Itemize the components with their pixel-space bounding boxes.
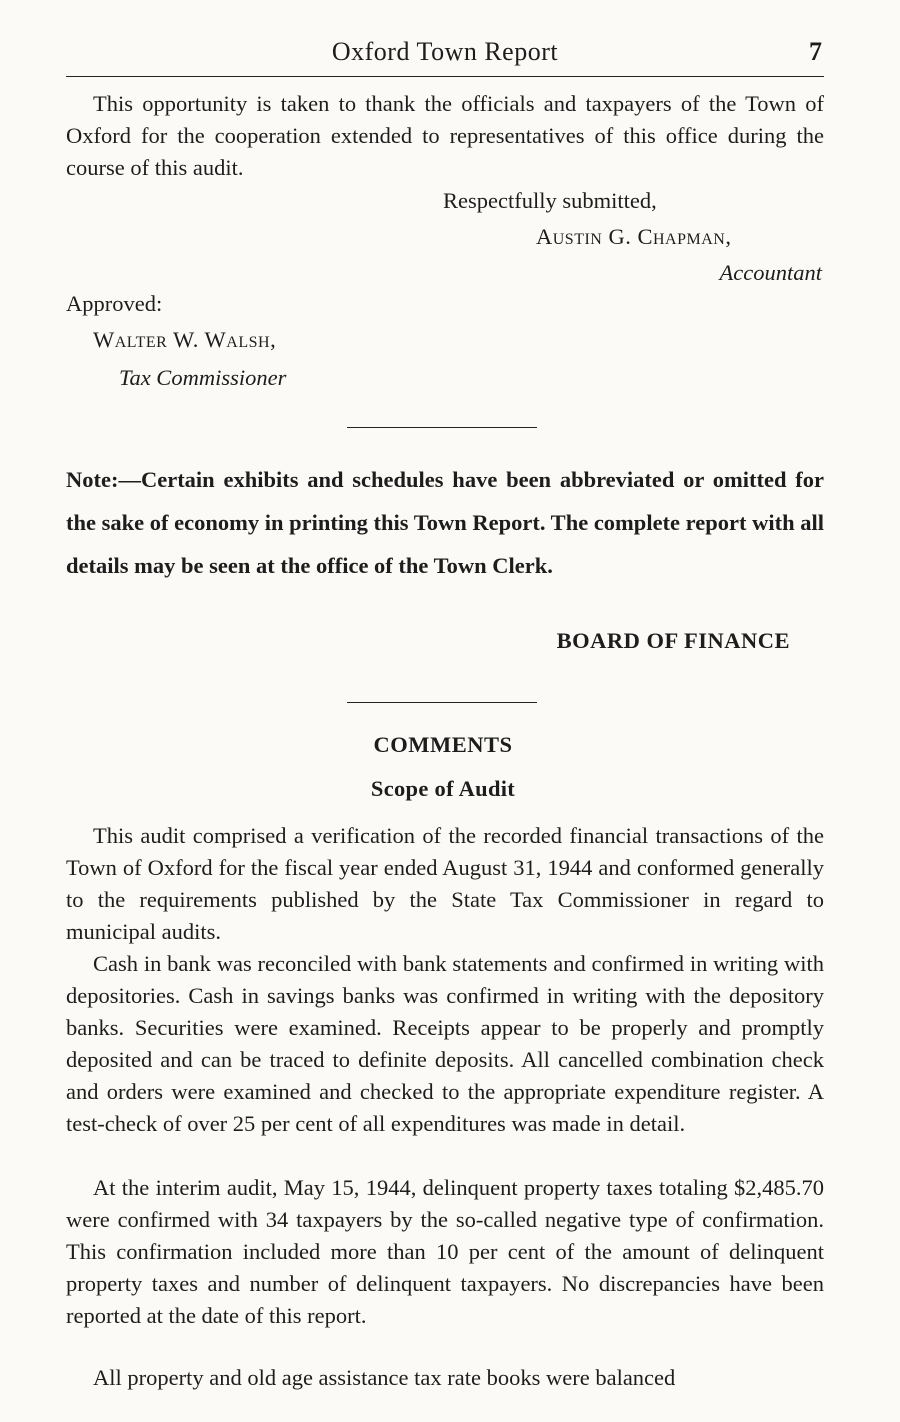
cash-paragraph: Cash in bank was reconciled with bank statements and confirmed in writing with depositories. Cash in savings banks was confirmed in writing with the depository banks. Securities were examined. Receipts appear to be properly and promptly deposited and can be traced to definite deposits. All cancelled combination check and orders were examined and checked to the appropriate expenditure register. A test-check of over 25 per cent of all expenditures was made in detail. [66, 951, 824, 1136]
page-number: 7 [809, 37, 822, 66]
commissioner-title: Tax Commissioner [119, 365, 287, 390]
approved-label: Approved: [66, 291, 163, 316]
section-divider [347, 427, 537, 428]
closing-line: Respectfully submitted, [443, 188, 657, 213]
board-signature: BOARD OF FINANCE [556, 628, 790, 653]
comments-heading: COMMENTS [373, 732, 513, 757]
scope-paragraph: This audit comprised a verification of the recorded financial transactions of the Town of Oxford for the fiscal year ended August 31, 1944 and conformed generally to the requirements published by the State Tax Commissioner in regard to municipal audits. [66, 823, 824, 944]
report-title: Oxford Town Report [331, 37, 559, 66]
commissioner-name: Walter W. Walsh, [93, 327, 277, 352]
intro-paragraph: This opportunity is taken to thank the officials and taxpayers of the Town of Oxford for the cooperation extended to representatives of this office during the course of this audit. [66, 91, 824, 180]
section-divider [347, 702, 537, 703]
accountant-title: Accountant [719, 260, 822, 285]
accountant-name: Austin G. Chapman, [536, 224, 732, 249]
economy-note: Note:—Certain exhibits and schedules have been abbreviated or omitted for the sake of economy in printing this Town Report. The complete report with all details may be seen at the office of the Town Clerk. [66, 467, 824, 578]
scope-subheading: Scope of Audit [370, 776, 516, 801]
page-header [66, 34, 824, 77]
delinquent-taxes-paragraph: At the interim audit, May 15, 1944, delinquent property taxes totaling $2,485.70 were confirmed with 34 taxpayers by the so-called negative type of confirmation. This confirmation included more than 10 per cent of the amount of delinquent property taxes and number of delinquent taxpayers. No discrepancies have been reported at the date of this report. [66, 1175, 824, 1328]
tax-books-paragraph: All property and old age assistance tax rate books were balanced [93, 1365, 676, 1390]
